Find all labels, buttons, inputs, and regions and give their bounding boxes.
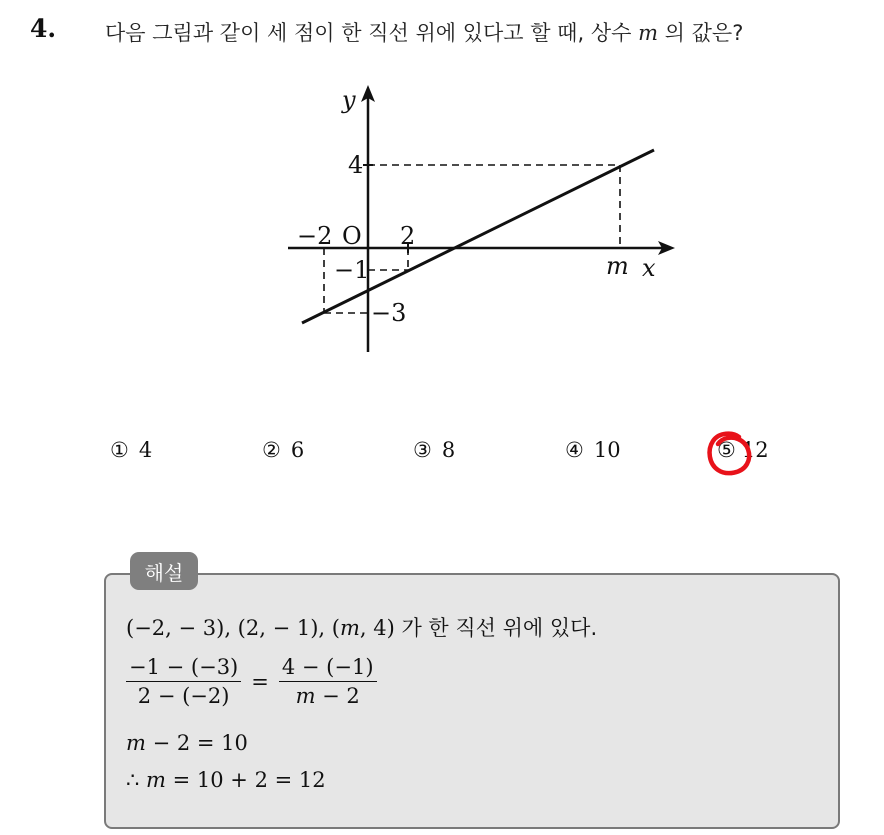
solution-tab: 해설 (130, 552, 198, 590)
choice-4[interactable] (565, 438, 621, 462)
choice-5-value: 12 (741, 438, 769, 462)
fraction-left (126, 655, 241, 708)
solution-line-4-rest: = 10 + 2 = 12 (165, 768, 326, 792)
choice-1[interactable] (110, 438, 152, 462)
choice-2-mark: ② (262, 438, 281, 462)
choice-4-value: 10 (593, 438, 621, 462)
solution-line-1-math: (−2, − 3), (2, − 1), ( (126, 616, 340, 640)
choice-3-mark: ③ (413, 438, 432, 462)
choice-1-value: 4 (138, 438, 153, 462)
x-axis-label: x (642, 254, 656, 282)
solution-line-4-prefix: ∴ (126, 768, 147, 792)
x-tick-label-m: m (606, 252, 629, 280)
solution-line-1-var: m (339, 616, 360, 640)
question-variable: m (638, 21, 658, 45)
choice-5-mark: ⑤ (717, 438, 736, 462)
solution-line-1-math-end: , 4) (359, 616, 395, 640)
fraction-right-denominator (293, 682, 363, 708)
x-tick-label-2: 2 (400, 222, 416, 250)
fraction-right-denominator-var: m (295, 684, 316, 708)
question-text-before: 다음 그림과 같이 세 점이 한 직선 위에 있다고 할 때, 상수 (105, 21, 639, 45)
solution-line-4 (126, 768, 326, 792)
choice-4-mark: ④ (565, 438, 584, 462)
fraction-left-numerator: −1 − (−3) (126, 655, 241, 682)
solution-line-3-var: m (126, 731, 146, 755)
fraction-left-denominator: 2 − (−2) (137, 684, 230, 708)
solution-line-1 (126, 612, 597, 642)
equals-sign: = (251, 669, 269, 694)
fraction-right-denominator-rest: − 2 (315, 684, 360, 708)
solution-line-3 (126, 731, 248, 755)
solution-fraction-equation (126, 655, 377, 708)
y-axis-label: y (342, 86, 356, 114)
choice-2[interactable] (262, 438, 304, 462)
y-tick-label-neg1: −1 (334, 256, 370, 284)
question-text (105, 17, 743, 47)
solution-line-4-var: m (146, 768, 166, 792)
choice-3[interactable] (413, 438, 455, 462)
question-number: 4. (30, 14, 57, 43)
fraction-right-numerator: 4 − (−1) (279, 655, 377, 682)
solution-line-1-text: 가 한 직선 위에 있다. (394, 616, 598, 640)
question-text-after: 의 값은? (658, 21, 744, 45)
fraction-right (279, 655, 377, 708)
answer-circle-icon (705, 428, 755, 480)
choice-2-value: 6 (290, 438, 305, 462)
origin-label: O (342, 222, 362, 250)
choice-3-value: 8 (441, 438, 456, 462)
choice-1-mark: ① (110, 438, 129, 462)
y-tick-label-4: 4 (348, 151, 364, 179)
y-tick-label-neg3: −3 (371, 299, 407, 327)
solution-line-3-rest: − 2 = 10 (145, 731, 248, 755)
coordinate-graph (280, 80, 690, 370)
x-tick-label-neg2: −2 (297, 222, 333, 250)
